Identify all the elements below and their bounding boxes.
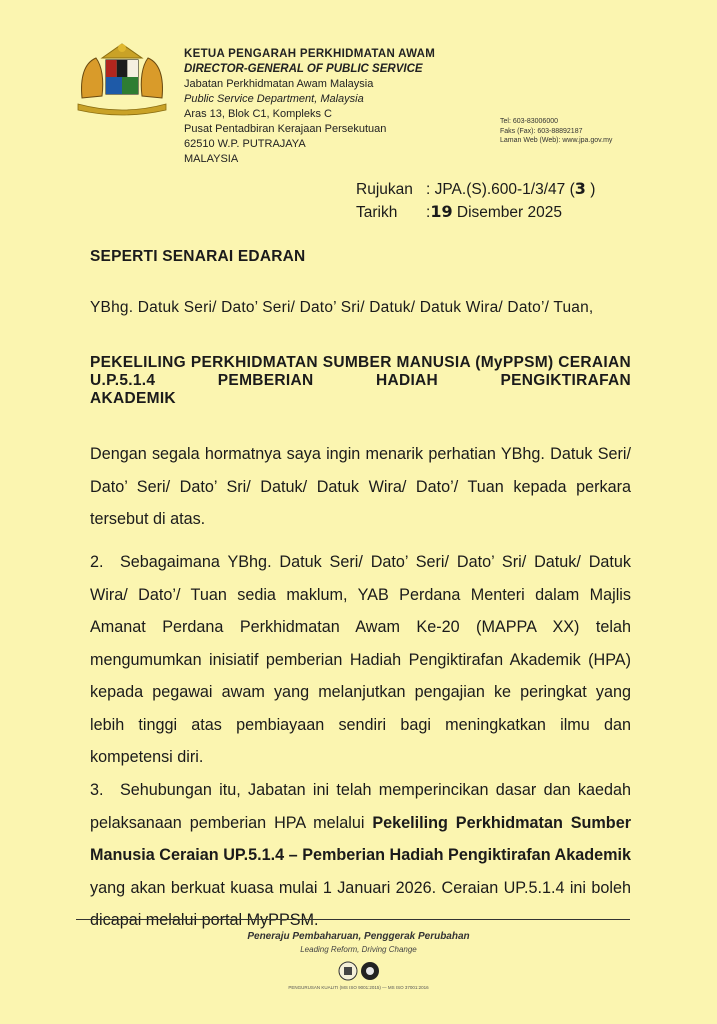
subject-line-3: AKADEMIK (90, 390, 176, 407)
reference-handwritten-number: 3 (574, 179, 586, 198)
paragraph-3 (90, 774, 631, 937)
footer-motto-ms: Peneraju Pembaharuan, Penggerak Perubahan (247, 931, 470, 942)
date-colon: : (426, 204, 431, 221)
reference-row (356, 178, 595, 201)
paragraph-3-circular-title: Pekeliling Perkhidmatan Sumber Manusia Ceraian UP.5.1.4 – Pemberian Hadiah Pengiktirafan Akademik (90, 813, 631, 864)
contact-web: Laman Web (Web): www.jpa.gov.my (500, 137, 613, 144)
paragraph-3-text-b: yang akan berkuat kuasa mulai 1 Januari 2026. Ceraian UP.5.1.4 ini boleh dicapai melalui portal MyPPSM. (90, 878, 631, 929)
paragraph-2 (90, 546, 631, 774)
date-handwritten-day: 19 (430, 202, 453, 221)
paragraph-2-number: 2. (90, 553, 104, 571)
letterhead-dept-ms: Jabatan Perkhidmatan Awam Malaysia (184, 78, 374, 90)
date-label: Tarikh (356, 204, 398, 221)
contact-fax: Faks (Fax): 603-88892187 (500, 127, 583, 135)
subject-line-2: CERAIAN U.P.5.1.4 PEMBERIAN HADIAH PENGIKTIRAFAN (90, 354, 631, 389)
reference-value: : JPA.(S).600-1/3/47 ( (426, 181, 575, 198)
certification-logos (338, 959, 380, 983)
footer-motto-en: Leading Reform, Driving Change (300, 945, 417, 954)
letterhead-dept-en: Public Service Department, Malaysia (184, 93, 364, 105)
date-row (356, 201, 595, 224)
letterhead (184, 47, 435, 167)
reference-block (356, 178, 595, 224)
salutation: YBhg. Datuk Seri/ Dato’ Seri/ Dato’ Sri/ Datuk/ Datuk Wira/ Dato’/ Tuan, (90, 299, 594, 316)
subject-line-1: PEKELILING PERKHIDMATAN SUMBER MANUSIA (MyPPSM) (90, 354, 554, 371)
footer-cert-text: PENGURUSAN KUALITI (MS ISO 9001:2015) — MS ISO 37001:2016 (288, 985, 429, 990)
paragraph-1: Dengan segala hormatnya saya ingin menarik perhatian YBhg. Datuk Seri/ Dato’ Seri/ Dato’ Sri/ Datuk/ Datuk Wira/ Dato’/ Tuan kepada perkara tersebut di atas. (90, 445, 631, 528)
contact-tel: Tel: 603-83006000 (500, 118, 558, 125)
letterhead-title-en: DIRECTOR-GENERAL OF PUBLIC SERVICE (184, 63, 423, 75)
paragraph-3-number: 3. (90, 781, 104, 799)
letterhead-address-4: MALAYSIA (184, 153, 239, 165)
subject-heading (90, 354, 631, 408)
paragraph-3-text-a: Sehubungan itu, Jabatan ini telah memperincikan dasar dan kaedah pelaksanaan pemberian HPA melalui (90, 781, 631, 832)
date-rest: Disember 2025 (452, 204, 562, 221)
paragraph-2-text: Sebagaimana YBhg. Datuk Seri/ Dato’ Seri/ Dato’ Sri/ Datuk/ Datuk Wira/ Dato’/ Tuan sedia maklum, YAB Perdana Menteri dalam Majlis Amanat Perdana Perkhidmatan Awam Ke-20 (MAPPA XX) telah mengumumkan inisiatif pemberian Hadiah Pengiktirafan Akademik (HPA) kepada pegawai awam yang melanjutkan pengajian ke peringkat yang lebih tinggi atas pembiayaan sendiri bagi meningkatkan ilmu dan kompetensi diri. (90, 553, 631, 766)
letterhead-address-3: 62510 W.P. PUTRAJAYA (184, 138, 306, 150)
contact-block (500, 117, 612, 146)
letterhead-title-ms: KETUA PENGARAH PERKHIDMATAN AWAM (184, 48, 436, 60)
letterhead-address-1: Aras 13, Blok C1, Kompleks C (184, 108, 332, 120)
letterhead-address-2: Pusat Pentadbiran Kerajaan Persekutuan (184, 123, 387, 135)
coat-of-arms-logo (72, 38, 172, 118)
footer-divider (76, 919, 630, 920)
reference-close: ) (585, 181, 596, 198)
reference-label: Rujukan (356, 181, 413, 198)
addressee: SEPERTI SENARAI EDARAN (90, 248, 306, 265)
